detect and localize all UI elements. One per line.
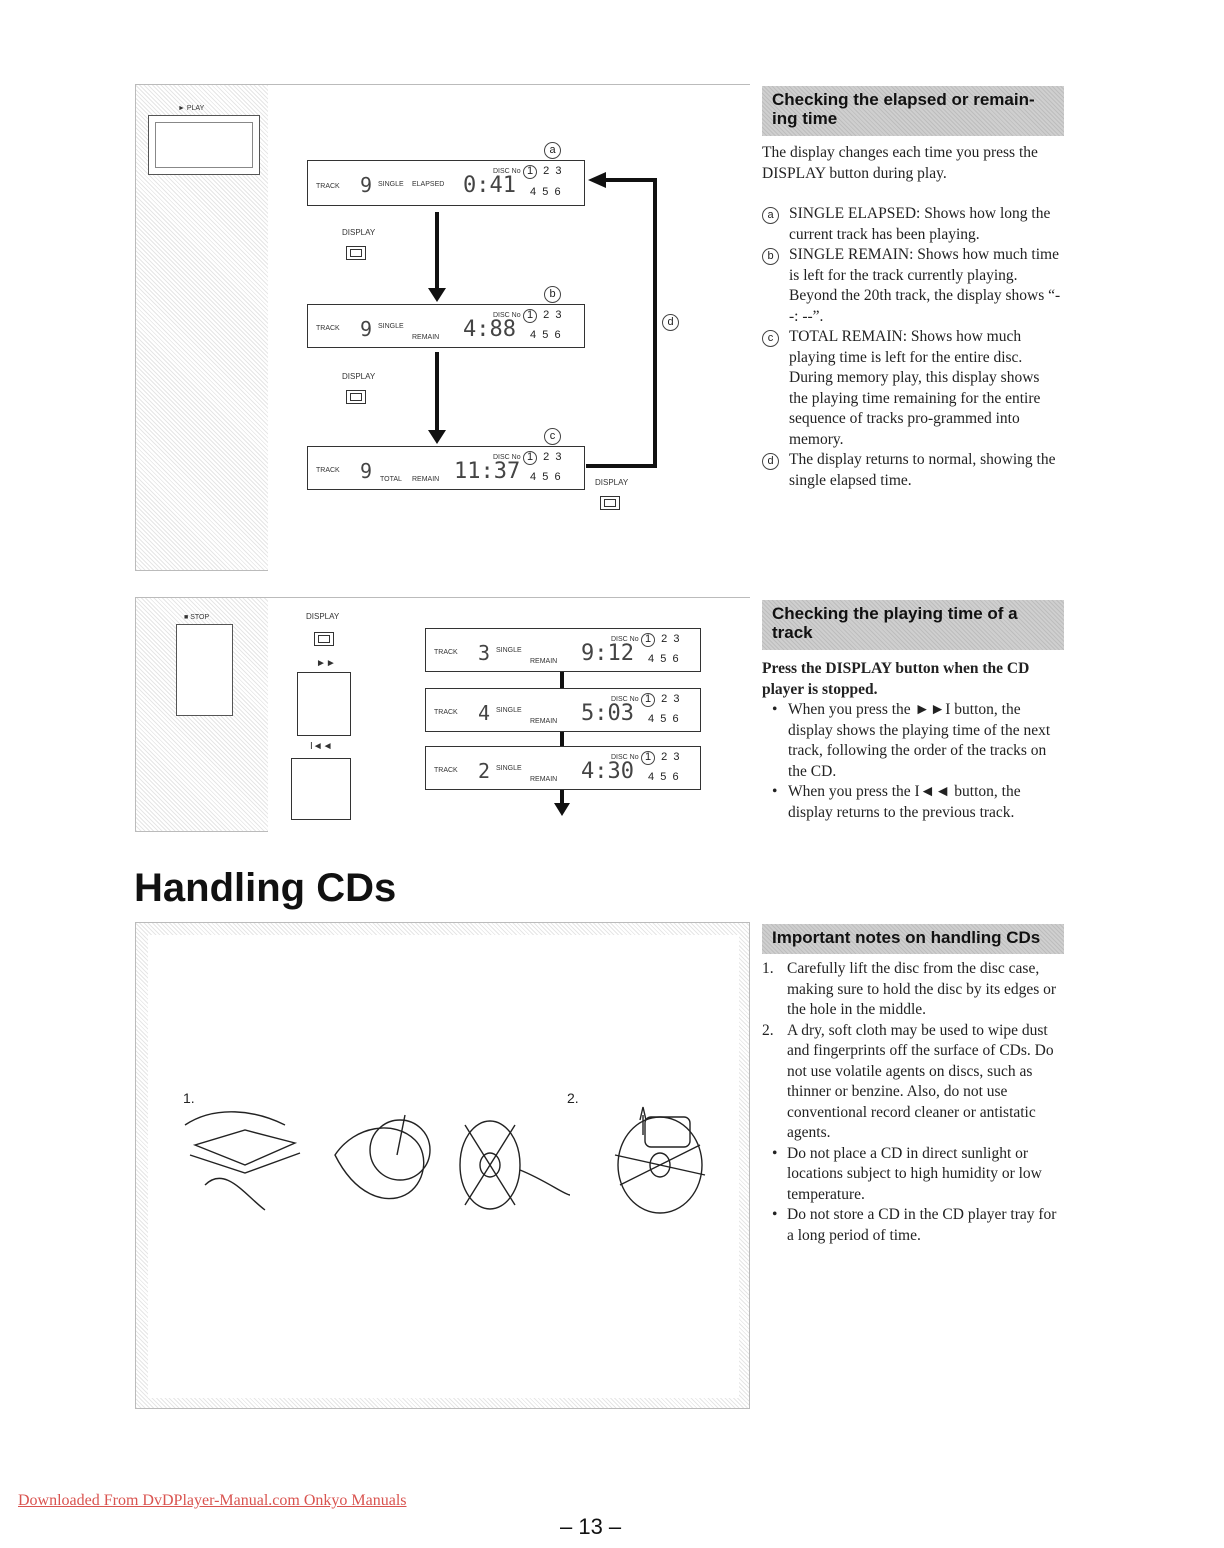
prev-icon: I◄◄ bbox=[310, 741, 333, 752]
tag-b: b bbox=[544, 284, 561, 303]
heading-track-time: Checking the playing time of a track bbox=[762, 600, 1064, 650]
lcd-total-remain: TRACK 9 TOTAL REMAIN 11:37 DISC No 1 2 3 4 5 6 bbox=[307, 446, 585, 490]
display-button-3[interactable] bbox=[600, 496, 620, 510]
stop-device bbox=[176, 624, 233, 716]
display-button-2[interactable] bbox=[346, 390, 366, 404]
fig-1-label: 1. bbox=[183, 1090, 195, 1106]
display-label-2: DISPLAY bbox=[342, 372, 376, 381]
lcd-track-3: TRACK 3 SINGLE REMAIN 9:12 DISC No 1 2 3 4 5 6 bbox=[425, 628, 701, 672]
elapsed-text: The display changes each time you press the DISPLAY button during play. a SINGLE ELAPSED: Shows how long the current track has been playing. b SINGLE REMAIN: Shows how much time is left for the track currently playing. Beyond the 20th track, the display shows “--: --”. c TOTAL REMAIN: Shows how much playing time is left for the entire disc. During memory play, this display shows the playing time remaining for the entire sequence of tracks pro-grammed into memory. d The display returns to normal, showing the single elapsed time. bbox=[762, 144, 1061, 489]
display-label-1: DISPLAY bbox=[342, 228, 376, 237]
track-time-text: Press the DISPLAY button when the CD player is stopped. • When you press the ►►I button, the display shows the playing time of the next track, following the order of the tracks on the CD. • When you press the I◄◄ button, the display returns to the previous track. bbox=[762, 660, 1051, 821]
display-label-4: DISPLAY bbox=[306, 612, 340, 621]
page-number: – 13 – bbox=[560, 1514, 622, 1539]
heading-elapsed: Checking the elapsed or remain-ing time bbox=[762, 86, 1064, 136]
heading-handling: Important notes on handling CDs bbox=[762, 924, 1064, 954]
display-button-1[interactable] bbox=[346, 246, 366, 260]
lcd-track-2: TRACK 2 SINGLE REMAIN 4:30 DISC No 1 2 3 4 5 6 bbox=[425, 746, 701, 790]
stop-label: ■ STOP bbox=[184, 614, 210, 621]
tag-a: a bbox=[544, 140, 561, 159]
play-label: ► PLAY bbox=[178, 105, 205, 112]
download-link[interactable]: Downloaded From DvDPlayer-Manual.com Onkyo Manuals bbox=[18, 1492, 407, 1509]
page-title: Handling CDs bbox=[134, 866, 397, 910]
lcd-track-4: TRACK 4 SINGLE REMAIN 5:03 DISC No 1 2 3 4 5 6 bbox=[425, 688, 701, 732]
lcd-single-remain: TRACK 9 SINGLE REMAIN 4:88 DISC No 1 2 3 4 5 6 bbox=[307, 304, 585, 348]
tag-c: c bbox=[544, 426, 561, 445]
fig-2-label: 2. bbox=[567, 1090, 579, 1106]
prev-button[interactable] bbox=[291, 758, 351, 820]
lcd-elapsed: TRACK 9 SINGLE ELAPSED 0:41 DISC No 1 2 3 4 5 6 bbox=[307, 160, 585, 206]
play-device bbox=[148, 115, 260, 175]
tag-d: d bbox=[662, 312, 679, 331]
next-icon: ►► bbox=[316, 658, 336, 669]
display-button-4[interactable] bbox=[314, 632, 334, 646]
handling-text: 1. Carefully lift the disc from the disc case, making sure to hold the disc by its edges or the hole in the middle. 2. A dry, soft cloth may be used to wipe dust and fingerprints off the surface of CDs. Do not use volatile agents on discs, such as thinner or benzine. Also, do not use conventional record cleaner or antistatic agents. • Do not place a CD in direct sunlight or locations subject to high humidity or low temperature. • Do not store a CD in the CD player tray for a long period of time. bbox=[762, 960, 1057, 1244]
next-button[interactable] bbox=[297, 672, 351, 736]
cd-handling-illustration bbox=[175, 1095, 735, 1225]
display-label-3: DISPLAY bbox=[595, 478, 629, 487]
